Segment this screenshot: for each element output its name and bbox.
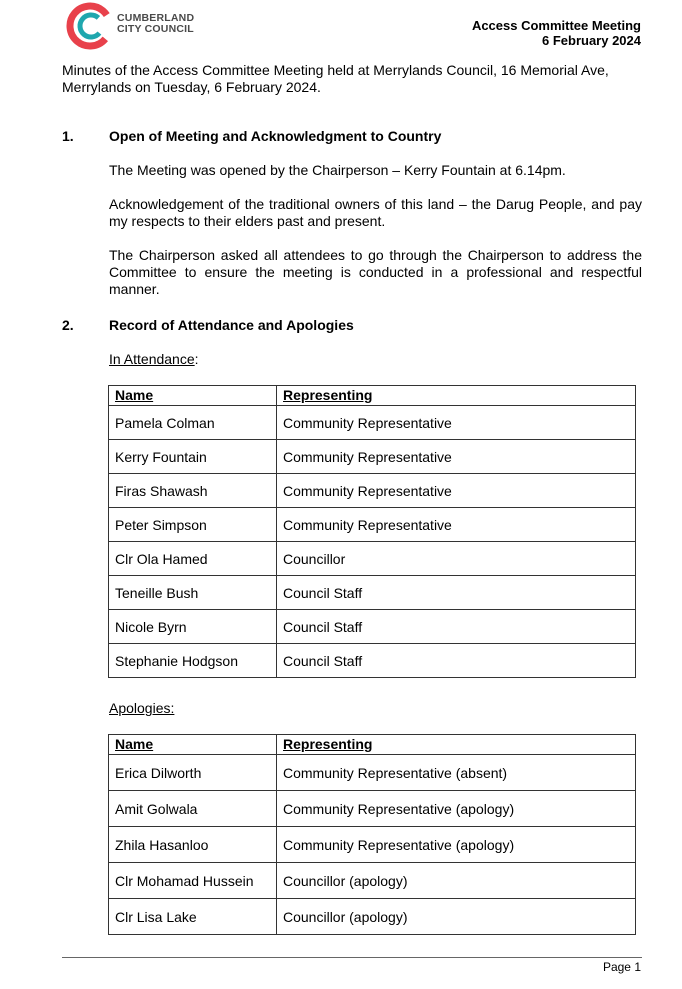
- table-row: [109, 610, 636, 644]
- representing-cell: Council Staff: [277, 644, 636, 678]
- representing-cell: Community Representative: [277, 508, 636, 542]
- section-1-title: Open of Meeting and Acknowledgment to Country: [109, 128, 442, 144]
- representing-cell: Community Representative (absent): [277, 755, 636, 791]
- apologies-label: [109, 700, 174, 717]
- attendance-label: [109, 351, 199, 368]
- table-row: [109, 542, 636, 576]
- table-row: [109, 406, 636, 440]
- representing-cell: Councillor (apology): [277, 899, 636, 935]
- representing-cell: Council Staff: [277, 610, 636, 644]
- table-header-row: [109, 735, 636, 755]
- header-title: Access Committee Meeting: [471, 18, 641, 33]
- representing-cell: Councillor: [277, 542, 636, 576]
- attendance-table: [108, 385, 636, 678]
- intro-paragraph: Minutes of the Access Committee Meeting held at Merrylands Council, 16 Memorial Ave, Merrylands on Tuesday, 6 February 2024.: [62, 62, 609, 95]
- table-row: [109, 899, 636, 935]
- column-header-name: Name: [109, 735, 277, 755]
- header-date: 6 February 2024: [541, 33, 641, 48]
- member-name-cell: Nicole Byrn: [109, 610, 277, 644]
- member-name-cell: Pamela Colman: [109, 406, 277, 440]
- representing-cell: Council Staff: [277, 576, 636, 610]
- apologies-label-text: Apologies:: [109, 700, 175, 716]
- representing-cell: Community Representative (apology): [277, 827, 636, 863]
- apologies-table-body: [109, 755, 636, 935]
- page-footer: [603, 960, 641, 974]
- member-name-cell: Kerry Fountain: [109, 440, 277, 474]
- member-name-cell: Firas Shawash: [109, 474, 277, 508]
- logo-text: [117, 13, 194, 35]
- page-label: Page: [602, 960, 631, 974]
- table-row: [109, 863, 636, 899]
- member-name-cell: Peter Simpson: [109, 508, 277, 542]
- table-row: [109, 440, 636, 474]
- member-name-cell: Clr Mohamad Hussein: [109, 863, 277, 899]
- attendance-label-text: In Attendance: [109, 351, 195, 367]
- column-header-name: Name: [109, 386, 277, 406]
- member-name-cell: Amit Golwala: [109, 791, 277, 827]
- table-row: [109, 791, 636, 827]
- section-2-title: Record of Attendance and Apologies: [109, 317, 354, 333]
- apologies-table: [108, 734, 636, 935]
- representing-cell: Councillor (apology): [277, 863, 636, 899]
- table-row: [109, 508, 636, 542]
- member-name-cell: Stephanie Hodgson: [109, 644, 277, 678]
- logo-line-1: CUMBERLAND: [117, 12, 195, 24]
- section-1-number: 1.: [62, 128, 74, 144]
- table-row: [109, 576, 636, 610]
- section-1-paragraph: Acknowledgement of the traditional owners of this land – the Darug People, and pay my respects to their elders past and present.: [109, 196, 642, 229]
- table-row: [109, 644, 636, 678]
- attendance-label-suffix: :: [194, 351, 199, 367]
- section-1-paragraph: The Chairperson asked all attendees to go through the Chairperson to address the Committee to ensure the meeting is conducted in a professional and respectful manner.: [109, 247, 642, 297]
- section-2-number: 2.: [62, 317, 74, 333]
- cumberland-logo-icon: [66, 2, 114, 50]
- attendance-table-body: [109, 406, 636, 678]
- section-1-paragraph: The Meeting was opened by the Chairperson – Kerry Fountain at 6.14pm.: [109, 162, 566, 178]
- footer-divider: [62, 957, 642, 958]
- representing-cell: Community Representative: [277, 406, 636, 440]
- member-name-cell: Zhila Hasanloo: [109, 827, 277, 863]
- member-name-cell: Clr Ola Hamed: [109, 542, 277, 576]
- table-row: [109, 474, 636, 508]
- representing-cell: Community Representative (apology): [277, 791, 636, 827]
- table-row: [109, 755, 636, 791]
- member-name-cell: Clr Lisa Lake: [109, 899, 277, 935]
- table-header-row: [109, 386, 636, 406]
- column-header-representing: Representing: [277, 735, 636, 755]
- column-header-representing: Representing: [277, 386, 636, 406]
- logo-line-2: CITY COUNCIL: [117, 23, 194, 35]
- representing-cell: Community Representative: [277, 440, 636, 474]
- representing-cell: Community Representative: [277, 474, 636, 508]
- page-number: 1: [634, 960, 641, 974]
- member-name-cell: Teneille Bush: [109, 576, 277, 610]
- table-row: [109, 827, 636, 863]
- member-name-cell: Erica Dilworth: [109, 755, 277, 791]
- document-header: [472, 18, 641, 48]
